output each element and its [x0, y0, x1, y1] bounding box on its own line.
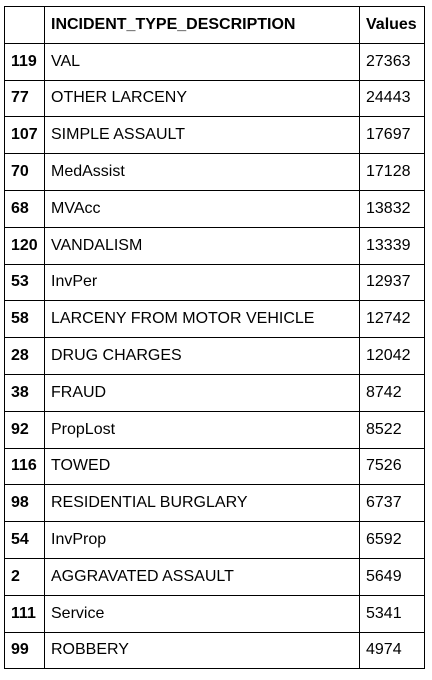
incident-table	[4, 6, 425, 669]
row-index: 111	[5, 595, 45, 632]
table-row	[5, 154, 425, 191]
row-description: LARCENY FROM MOTOR VEHICLE	[45, 301, 360, 338]
row-index: 53	[5, 264, 45, 301]
row-description: MedAssist	[45, 154, 360, 191]
table-row	[5, 374, 425, 411]
table-row	[5, 80, 425, 117]
row-value: 13832	[360, 190, 425, 227]
row-description: PropLost	[45, 411, 360, 448]
row-index: 116	[5, 448, 45, 485]
row-value: 4974	[360, 632, 425, 669]
row-index: 70	[5, 154, 45, 191]
table-row	[5, 264, 425, 301]
table-row	[5, 338, 425, 375]
row-index: 99	[5, 632, 45, 669]
row-value: 6737	[360, 485, 425, 522]
row-description: InvProp	[45, 522, 360, 559]
row-index: 28	[5, 338, 45, 375]
row-index: 77	[5, 80, 45, 117]
row-index: 119	[5, 43, 45, 80]
table-row	[5, 632, 425, 669]
incident-table-container	[4, 6, 425, 669]
row-index: 38	[5, 374, 45, 411]
row-index: 92	[5, 411, 45, 448]
row-description: VANDALISM	[45, 227, 360, 264]
row-description: TOWED	[45, 448, 360, 485]
row-description: AGGRAVATED ASSAULT	[45, 558, 360, 595]
table-row	[5, 117, 425, 154]
row-value: 12937	[360, 264, 425, 301]
table-header	[5, 7, 425, 44]
row-description: Service	[45, 595, 360, 632]
table-row	[5, 190, 425, 227]
table-row	[5, 558, 425, 595]
table-body	[5, 43, 425, 669]
row-description: OTHER LARCENY	[45, 80, 360, 117]
table-row	[5, 411, 425, 448]
row-index: 54	[5, 522, 45, 559]
row-value: 12042	[360, 338, 425, 375]
row-index: 68	[5, 190, 45, 227]
table-row	[5, 448, 425, 485]
row-description: VAL	[45, 43, 360, 80]
table-row	[5, 522, 425, 559]
row-value: 13339	[360, 227, 425, 264]
row-description: FRAUD	[45, 374, 360, 411]
row-index: 120	[5, 227, 45, 264]
row-description: RESIDENTIAL BURGLARY	[45, 485, 360, 522]
row-value: 27363	[360, 43, 425, 80]
table-row	[5, 227, 425, 264]
row-value: 12742	[360, 301, 425, 338]
description-column-header: INCIDENT_TYPE_DESCRIPTION	[45, 7, 360, 44]
row-description: SIMPLE ASSAULT	[45, 117, 360, 154]
row-index: 107	[5, 117, 45, 154]
row-value: 6592	[360, 522, 425, 559]
table-row	[5, 485, 425, 522]
row-description: DRUG CHARGES	[45, 338, 360, 375]
row-value: 17128	[360, 154, 425, 191]
table-row	[5, 301, 425, 338]
row-description: MVAcc	[45, 190, 360, 227]
table-row	[5, 43, 425, 80]
row-value: 5649	[360, 558, 425, 595]
header-row	[5, 7, 425, 44]
row-value: 8522	[360, 411, 425, 448]
row-value: 7526	[360, 448, 425, 485]
index-column-header	[5, 7, 45, 44]
row-description: ROBBERY	[45, 632, 360, 669]
row-index: 58	[5, 301, 45, 338]
row-value: 5341	[360, 595, 425, 632]
row-index: 2	[5, 558, 45, 595]
table-row	[5, 595, 425, 632]
row-value: 8742	[360, 374, 425, 411]
row-value: 17697	[360, 117, 425, 154]
row-value: 24443	[360, 80, 425, 117]
values-column-header: Values	[360, 7, 425, 44]
row-index: 98	[5, 485, 45, 522]
row-description: InvPer	[45, 264, 360, 301]
